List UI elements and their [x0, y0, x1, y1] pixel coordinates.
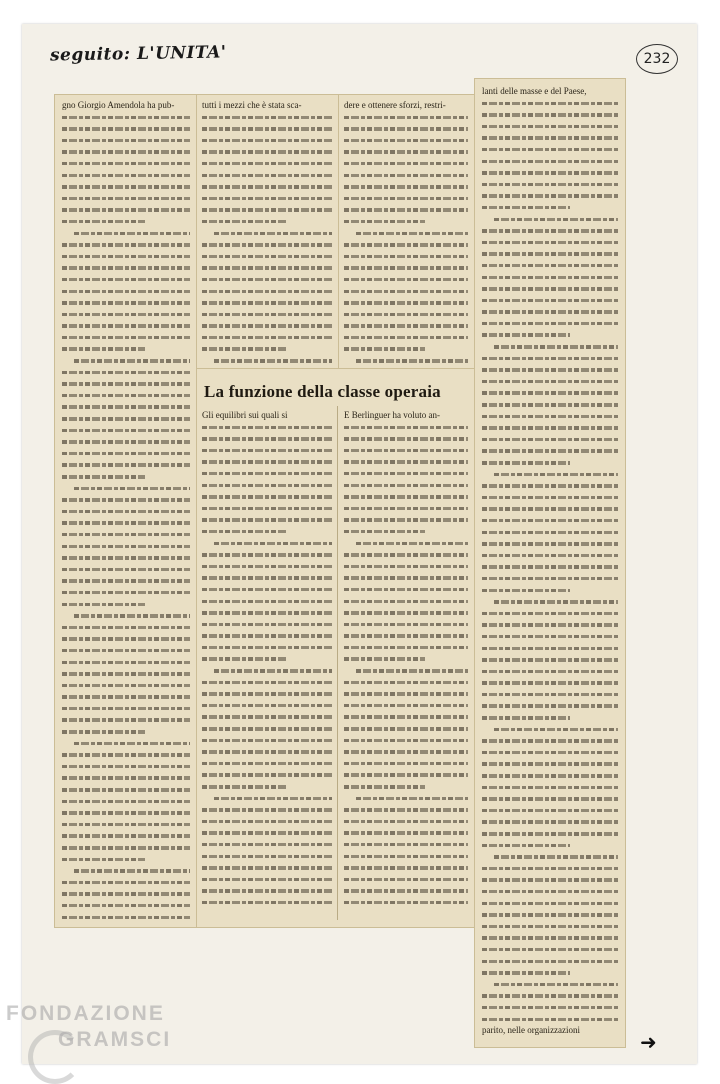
text-line	[482, 295, 618, 307]
text-line	[344, 355, 468, 367]
text-line	[344, 181, 468, 193]
text-line	[482, 341, 618, 353]
text-line	[482, 156, 618, 168]
text-line	[344, 607, 468, 619]
text-line	[62, 610, 190, 622]
text-line	[202, 158, 332, 170]
text-line	[344, 827, 468, 839]
text-line	[482, 167, 618, 179]
text-line	[62, 691, 190, 703]
text-line	[482, 643, 618, 655]
text-line	[344, 862, 468, 874]
column-first-line: E Berlinguer ha voluto an-	[344, 410, 440, 420]
text-line	[482, 863, 618, 875]
text-line	[344, 769, 468, 781]
text-line	[62, 517, 190, 529]
text-line	[62, 378, 190, 390]
article-column-3	[344, 100, 468, 367]
text-line	[62, 181, 190, 193]
text-line	[202, 549, 332, 561]
text-line	[62, 309, 190, 321]
text-line	[202, 885, 332, 897]
text-line	[482, 515, 618, 527]
text-line	[482, 248, 618, 260]
text-line	[344, 193, 468, 205]
text-line	[62, 772, 190, 784]
text-line	[62, 112, 190, 124]
text-line	[62, 599, 190, 611]
text-line	[202, 193, 332, 205]
text-line	[482, 608, 618, 620]
text-line	[202, 204, 332, 216]
text-line	[202, 758, 332, 770]
text-line	[482, 283, 618, 295]
text-line	[344, 735, 468, 747]
text-line	[202, 332, 332, 344]
text-line	[62, 228, 190, 240]
text-line	[344, 274, 468, 286]
text-line	[482, 411, 618, 423]
text-line	[62, 332, 190, 344]
text-line	[62, 436, 190, 448]
text-line	[202, 123, 332, 135]
text-line	[62, 738, 190, 750]
text-line	[62, 888, 190, 900]
text-line	[344, 309, 468, 321]
text-line	[344, 804, 468, 816]
text-line	[344, 619, 468, 631]
text-line	[202, 320, 332, 332]
text-line	[344, 503, 468, 515]
text-line	[202, 286, 332, 298]
text-line	[202, 297, 332, 309]
text-line	[62, 541, 190, 553]
text-line	[344, 758, 468, 770]
text-line	[202, 688, 332, 700]
text-line	[482, 921, 618, 933]
text-line	[344, 112, 468, 124]
text-line	[62, 761, 190, 773]
text-line	[202, 355, 332, 367]
text-line	[482, 747, 618, 759]
text-line	[62, 425, 190, 437]
text-line	[344, 746, 468, 758]
text-line	[482, 387, 618, 399]
text-line	[482, 840, 618, 852]
text-line	[344, 630, 468, 642]
text-line	[482, 237, 618, 249]
continuation-arrow-icon: ➜	[640, 1030, 657, 1054]
text-line	[344, 572, 468, 584]
text-line	[202, 827, 332, 839]
text-line	[344, 514, 468, 526]
text-line	[202, 343, 332, 355]
text-line	[62, 749, 190, 761]
text-line	[62, 877, 190, 889]
watermark-line-1: FONDAZIONE	[6, 1002, 165, 1025]
text-line	[62, 146, 190, 158]
text-line	[344, 538, 468, 550]
text-line	[482, 1002, 618, 1014]
text-line	[202, 468, 332, 480]
text-line	[202, 630, 332, 642]
text-line	[202, 251, 332, 263]
text-line	[202, 862, 332, 874]
article-column-1	[62, 100, 190, 923]
text-line	[202, 135, 332, 147]
text-line	[482, 353, 618, 365]
text-line	[482, 828, 618, 840]
text-line	[344, 549, 468, 561]
text-line	[62, 784, 190, 796]
text-line	[482, 573, 618, 585]
article-column-4	[482, 86, 618, 1037]
text-line	[202, 228, 332, 240]
text-line	[344, 793, 468, 805]
text-line	[202, 584, 332, 596]
text-line	[202, 619, 332, 631]
text-line	[482, 631, 618, 643]
text-line	[482, 886, 618, 898]
article-headline: La funzione della classe operaia	[204, 382, 441, 401]
text-line	[62, 645, 190, 657]
text-line	[482, 944, 618, 956]
text-line	[344, 216, 468, 228]
text-line	[62, 390, 190, 402]
text-line	[482, 318, 618, 330]
text-line	[202, 746, 332, 758]
text-line	[62, 807, 190, 819]
text-line	[62, 529, 190, 541]
text-line	[62, 714, 190, 726]
text-line	[482, 376, 618, 388]
text-line	[344, 677, 468, 689]
text-line	[482, 758, 618, 770]
text-line	[344, 170, 468, 182]
text-line	[62, 796, 190, 808]
text-line	[482, 480, 618, 492]
text-line	[202, 526, 332, 538]
text-line	[62, 320, 190, 332]
text-line	[344, 781, 468, 793]
text-line	[482, 816, 618, 828]
text-line	[62, 274, 190, 286]
text-line	[202, 804, 332, 816]
text-line	[482, 712, 618, 724]
text-line	[344, 653, 468, 665]
text-line	[62, 135, 190, 147]
text-line	[62, 622, 190, 634]
text-line	[482, 98, 618, 110]
text-line	[344, 468, 468, 480]
text-line	[344, 851, 468, 863]
text-line	[344, 491, 468, 503]
text-line	[202, 170, 332, 182]
text-line	[202, 433, 332, 445]
text-line	[62, 204, 190, 216]
text-line	[344, 526, 468, 538]
text-line	[344, 297, 468, 309]
text-line	[482, 932, 618, 944]
text-line	[62, 900, 190, 912]
text-line	[482, 527, 618, 539]
text-line	[482, 874, 618, 886]
text-line	[482, 782, 618, 794]
text-line	[344, 584, 468, 596]
text-line	[62, 367, 190, 379]
text-line	[62, 459, 190, 471]
text-line	[344, 262, 468, 274]
text-line	[62, 668, 190, 680]
text-line	[62, 448, 190, 460]
text-line	[482, 272, 618, 284]
text-line	[482, 550, 618, 562]
text-line	[482, 793, 618, 805]
column-first-line: dere e ottenere sforzi, restri-	[344, 100, 446, 110]
text-line	[482, 434, 618, 446]
text-line	[202, 146, 332, 158]
text-line	[482, 967, 618, 979]
text-line	[482, 619, 618, 631]
text-line	[344, 332, 468, 344]
text-line	[202, 514, 332, 526]
text-line	[344, 320, 468, 332]
text-line	[62, 819, 190, 831]
text-line	[202, 309, 332, 321]
column-first-line: lanti delle masse e del Paese,	[482, 86, 587, 96]
text-line	[62, 575, 190, 587]
text-line	[344, 688, 468, 700]
text-line	[202, 642, 332, 654]
text-line	[202, 572, 332, 584]
text-line	[202, 665, 332, 677]
text-line	[202, 112, 332, 124]
text-line	[202, 874, 332, 886]
text-line	[62, 703, 190, 715]
text-line	[202, 480, 332, 492]
text-line	[62, 286, 190, 298]
text-line	[202, 735, 332, 747]
column-divider	[337, 406, 338, 920]
text-line	[344, 123, 468, 135]
text-line	[202, 561, 332, 573]
text-line	[344, 286, 468, 298]
text-line	[62, 564, 190, 576]
text-line	[62, 262, 190, 274]
text-line	[482, 1014, 618, 1026]
column-first-line: tutti i mezzi che è stata sca-	[202, 100, 302, 110]
text-line	[344, 700, 468, 712]
text-line	[482, 851, 618, 863]
text-line	[482, 805, 618, 817]
text-line	[482, 214, 618, 226]
article-column-2	[202, 100, 332, 367]
text-line	[202, 216, 332, 228]
column-first-line: Gli equilibri sui quali si	[202, 410, 288, 420]
text-line	[202, 491, 332, 503]
text-line	[62, 633, 190, 645]
text-line	[62, 401, 190, 413]
text-line	[482, 990, 618, 1002]
text-line	[482, 538, 618, 550]
text-line	[62, 413, 190, 425]
text-line	[344, 816, 468, 828]
column-first-line: gno Giorgio Amendola ha pub-	[62, 100, 175, 110]
text-line	[482, 457, 618, 469]
text-line	[344, 723, 468, 735]
text-line	[482, 202, 618, 214]
text-line	[202, 653, 332, 665]
text-line	[202, 781, 332, 793]
text-line	[62, 483, 190, 495]
text-line	[202, 897, 332, 909]
text-line	[62, 239, 190, 251]
text-line	[344, 204, 468, 216]
text-line	[62, 854, 190, 866]
text-line	[62, 251, 190, 263]
text-line	[344, 480, 468, 492]
text-line	[62, 297, 190, 309]
text-line	[482, 956, 618, 968]
text-line	[482, 190, 618, 202]
text-line	[202, 793, 332, 805]
watermark-line-2: GRAMSCI	[58, 1028, 172, 1051]
text-line	[62, 680, 190, 692]
text-line	[482, 561, 618, 573]
text-line	[62, 506, 190, 518]
text-line	[482, 445, 618, 457]
text-line	[344, 135, 468, 147]
text-line	[202, 851, 332, 863]
text-line	[344, 433, 468, 445]
text-line	[482, 898, 618, 910]
text-line	[482, 666, 618, 678]
text-line	[344, 158, 468, 170]
text-line	[344, 456, 468, 468]
text-line	[62, 842, 190, 854]
text-line	[344, 897, 468, 909]
text-line	[344, 885, 468, 897]
text-line	[344, 711, 468, 723]
text-line	[62, 355, 190, 367]
text-line	[202, 596, 332, 608]
text-line	[202, 769, 332, 781]
text-line	[202, 181, 332, 193]
text-line	[482, 503, 618, 515]
text-line	[344, 422, 468, 434]
text-line	[482, 724, 618, 736]
text-line	[62, 170, 190, 182]
text-line	[202, 503, 332, 515]
text-line	[202, 456, 332, 468]
text-line	[482, 654, 618, 666]
text-line	[344, 596, 468, 608]
text-line	[344, 146, 468, 158]
text-line	[62, 552, 190, 564]
text-line	[482, 469, 618, 481]
text-line	[62, 494, 190, 506]
text-line	[482, 121, 618, 133]
column-last-line: parito, nelle organizzazioni	[482, 1025, 581, 1036]
text-line	[482, 225, 618, 237]
text-line	[482, 306, 618, 318]
text-line	[344, 665, 468, 677]
text-line	[482, 492, 618, 504]
watermark-logo-icon	[28, 1030, 82, 1084]
text-line	[344, 239, 468, 251]
text-line	[482, 677, 618, 689]
text-line	[482, 735, 618, 747]
text-line	[62, 158, 190, 170]
text-line	[344, 343, 468, 355]
text-line	[482, 909, 618, 921]
text-line	[482, 132, 618, 144]
text-line	[62, 726, 190, 738]
text-line	[202, 445, 332, 457]
text-line	[482, 596, 618, 608]
text-line	[344, 874, 468, 886]
text-line	[202, 677, 332, 689]
text-line	[482, 585, 618, 597]
text-line	[202, 700, 332, 712]
text-line	[344, 228, 468, 240]
text-line	[202, 422, 332, 434]
article-column-2-lower	[202, 410, 332, 909]
text-line	[62, 865, 190, 877]
text-line	[202, 816, 332, 828]
text-line	[202, 262, 332, 274]
text-line	[202, 538, 332, 550]
text-line	[62, 193, 190, 205]
text-line	[482, 109, 618, 121]
text-line	[344, 561, 468, 573]
text-line	[62, 587, 190, 599]
text-line	[62, 830, 190, 842]
text-line	[62, 471, 190, 483]
text-line	[202, 723, 332, 735]
text-line	[344, 839, 468, 851]
text-line	[482, 260, 618, 272]
text-line	[482, 364, 618, 376]
text-line	[202, 711, 332, 723]
text-line	[344, 251, 468, 263]
text-line	[62, 343, 190, 355]
article-column-3-lower	[344, 410, 468, 909]
text-line	[202, 239, 332, 251]
text-line	[344, 445, 468, 457]
text-line	[62, 912, 190, 924]
text-line	[482, 979, 618, 991]
text-line	[482, 689, 618, 701]
text-line	[482, 399, 618, 411]
text-line	[202, 274, 332, 286]
text-line	[482, 329, 618, 341]
text-line	[62, 657, 190, 669]
text-line	[482, 700, 618, 712]
text-line	[482, 422, 618, 434]
text-line	[482, 144, 618, 156]
handwritten-source-note: seguito: L'UNITA'	[49, 42, 227, 66]
text-line	[62, 216, 190, 228]
text-line	[62, 123, 190, 135]
text-line	[344, 642, 468, 654]
text-line	[482, 179, 618, 191]
text-line	[202, 839, 332, 851]
text-line	[202, 607, 332, 619]
page-number: 232	[636, 44, 678, 74]
text-line	[482, 770, 618, 782]
